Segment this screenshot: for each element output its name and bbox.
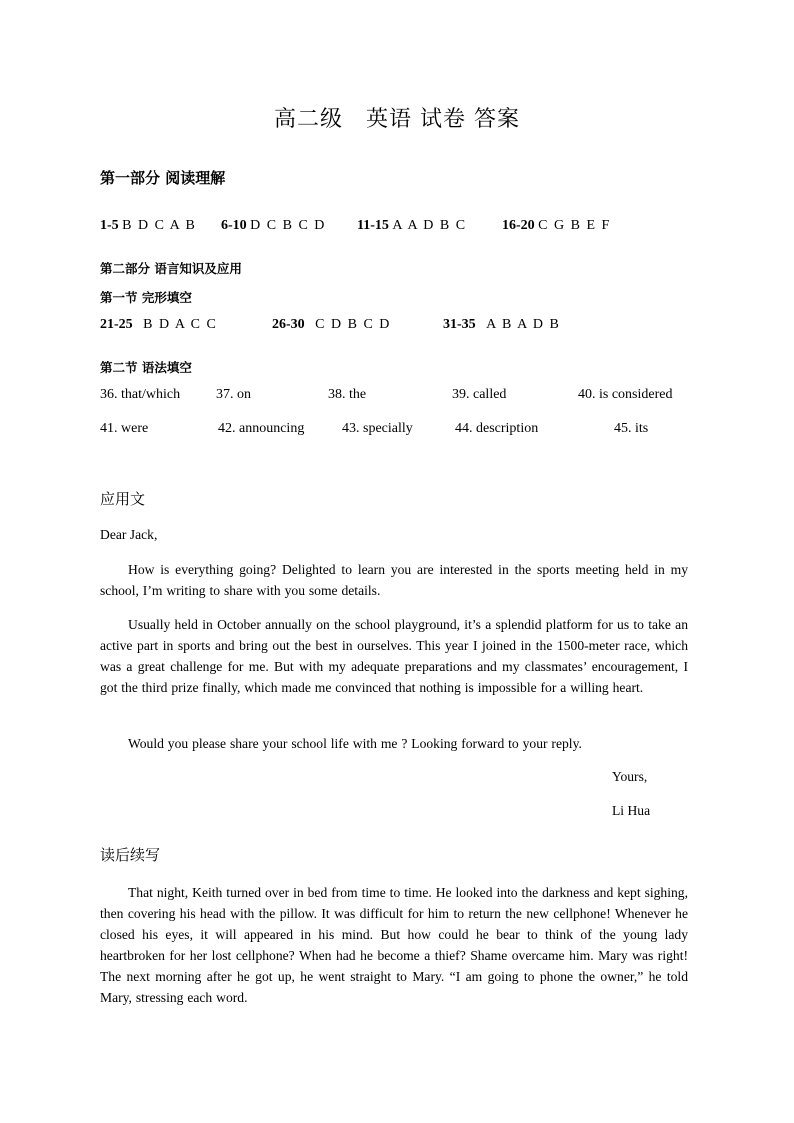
continuation-heading: 读后续写 xyxy=(100,846,161,864)
letter-greeting: Dear Jack, xyxy=(100,527,158,542)
part2-heading: 第二部分 语言知识及应用 xyxy=(100,261,242,276)
letter-closing: Yours, xyxy=(612,769,648,784)
answer-letters: D C B C D xyxy=(250,218,326,233)
letter-paragraph-1: How is everything going? Delighted to learn you are interested in the sports meeting held in my school, I’m writing to share with you some details. xyxy=(100,562,688,599)
answer-group xyxy=(100,218,196,234)
answer-group xyxy=(502,218,611,234)
letter-signature: Li Hua xyxy=(612,803,651,818)
page-title: 高二级 英语 试卷 答案 xyxy=(274,107,520,132)
answer-range: 31-35 xyxy=(443,317,476,332)
answer-range: 16-20 xyxy=(502,218,535,233)
grammar-answer: 38. the xyxy=(328,387,367,402)
answer-range: 1-5 xyxy=(100,218,119,233)
grammar-answer: 37. on xyxy=(216,387,251,402)
grammar-answer: 40. is considered xyxy=(578,387,673,402)
letter-paragraph-3: Would you please share your school life with me ? Looking forward to your reply. xyxy=(128,736,582,751)
answer-letters: C D B C D xyxy=(315,317,391,332)
answer-group xyxy=(221,218,326,234)
answer-group xyxy=(272,317,391,333)
answer-range: 6-10 xyxy=(221,218,247,233)
answer-group xyxy=(100,317,217,333)
answer-letters: A A D B C xyxy=(392,218,467,233)
grammar-answer: 43. specially xyxy=(342,421,413,436)
letter-paragraph-2: Usually held in October annually on the school playground, it’s a splendid platform for us to take an active part in sports and bring out the best in ourselves. This year I joined in the 1500-meter race, which was a great challenge for me. But with my adequate preparations and my classmates’ encouragement, I got the third prize finally, which made me convinced that nothing is impossible for a willing heart. xyxy=(100,617,688,696)
grammar-answer: 45. its xyxy=(614,421,649,436)
answer-group xyxy=(357,218,467,234)
writing-heading: 应用文 xyxy=(100,490,146,508)
grammar-answer: 41. were xyxy=(100,421,149,436)
answer-letters: B D A C C xyxy=(143,317,218,332)
answer-range: 11-15 xyxy=(357,218,389,233)
answer-range: 21-25 xyxy=(100,317,133,332)
continuation-paragraph: That night, Keith turned over in bed from time to time. He looked into the darkness and kept sighing, then covering his head with the pillow. It was difficult for him to return the new cellphone! Whenever he closed his eyes, it will appeared in his mind. But how could he bear to think of the young lady heartbroken for her lost cellphone? When had he become a thief? Shame overcame him. Mary was right! The next morning after he got up, he went straight to Mary. “I am going to phone the owner,” he told Mary, stressing each word. xyxy=(100,885,688,1006)
answer-letters: A B A D B xyxy=(486,317,561,332)
answer-letters: C G B E F xyxy=(538,218,611,233)
grammar-answer: 39. called xyxy=(452,387,507,402)
grammar-answer: 44. description xyxy=(455,421,539,436)
grammar-answer: 42. announcing xyxy=(218,421,305,436)
answer-letters: B D C A B xyxy=(122,218,197,233)
section2-heading: 第二节 语法填空 xyxy=(100,360,192,375)
answer-range: 26-30 xyxy=(272,317,305,332)
answer-group xyxy=(443,317,560,333)
part1-heading: 第一部分 阅读理解 xyxy=(100,169,226,187)
grammar-answer: 36. that/which xyxy=(100,387,181,402)
section1-heading: 第一节 完形填空 xyxy=(100,290,192,305)
